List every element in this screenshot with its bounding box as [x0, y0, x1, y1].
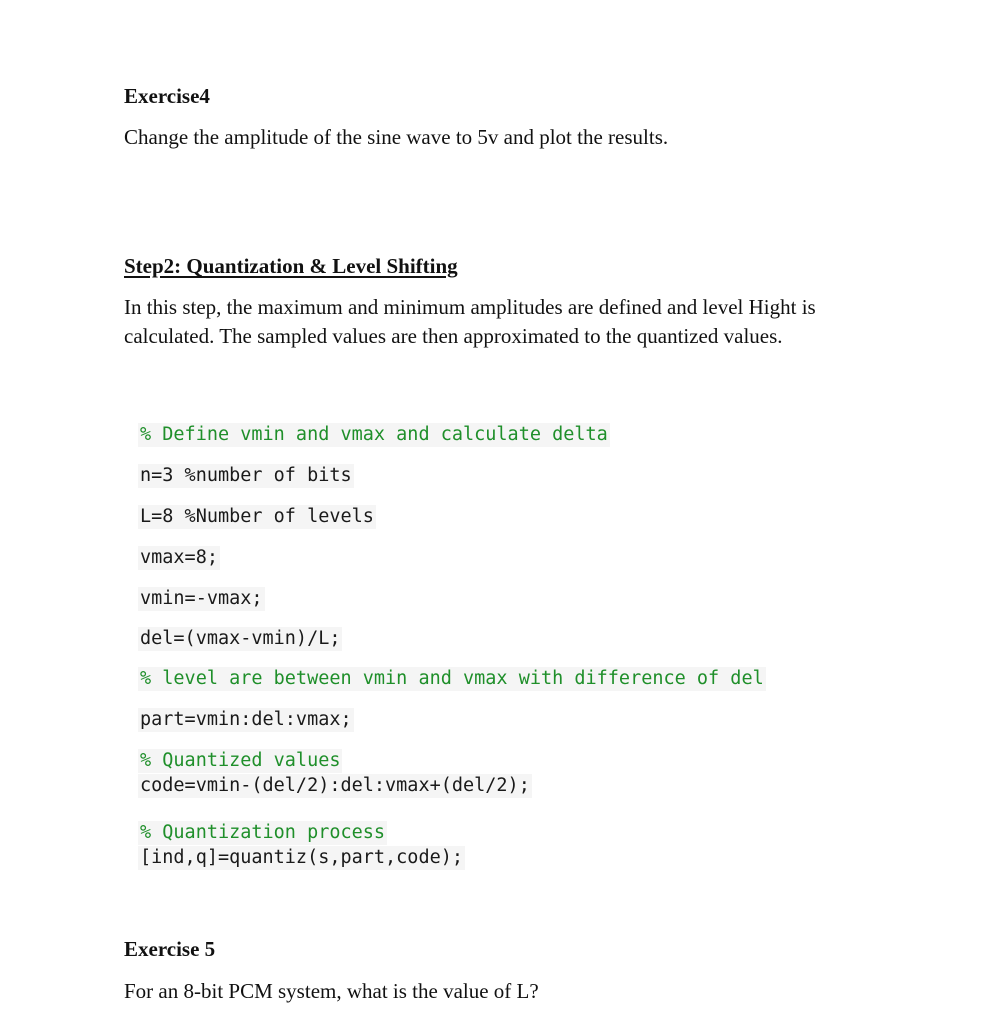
- code-comment-define: % Define vmin and vmax and calculate delta: [140, 424, 608, 445]
- code-comment-process: % Quantization process: [140, 822, 386, 843]
- code-line-part: part=vmin:del:vmax;: [140, 709, 352, 730]
- step2-paragraph: [124, 293, 816, 351]
- exercise4-title: Exercise4: [124, 84, 210, 108]
- step2-paragraph-line2: calculated. The sampled values are then approximated to the quantized values.: [124, 324, 783, 348]
- step2-paragraph-line1: In this step, the maximum and minimum amplitudes are defined and level Hight is: [124, 295, 816, 319]
- exercise5-text: For an 8-bit PCM system, what is the value of L?: [124, 979, 539, 1003]
- code-line-vmin: vmin=-vmax;: [140, 588, 263, 609]
- code-comment-quantized: % Quantized values: [140, 750, 341, 771]
- code-line-quantiz: [ind,q]=quantiz(s,part,code);: [140, 847, 464, 868]
- code-line-del: del=(vmax-vmin)/L;: [140, 628, 341, 649]
- code-line-code: code=vmin-(del/2):del:vmax+(del/2);: [140, 775, 530, 796]
- exercise4-text: Change the amplitude of the sine wave to 5v and plot the results.: [124, 125, 669, 149]
- step2-heading: Step2: Quantization & Level Shifting: [124, 254, 458, 278]
- code-line-n: n=3 %number of bits: [140, 465, 352, 486]
- code-comment-levels: % level are between vmin and vmax with difference of del: [140, 668, 764, 689]
- exercise5-title: Exercise 5: [124, 937, 216, 961]
- code-line-L: L=8 %Number of levels: [140, 506, 374, 527]
- code-line-vmax: vmax=8;: [140, 547, 218, 568]
